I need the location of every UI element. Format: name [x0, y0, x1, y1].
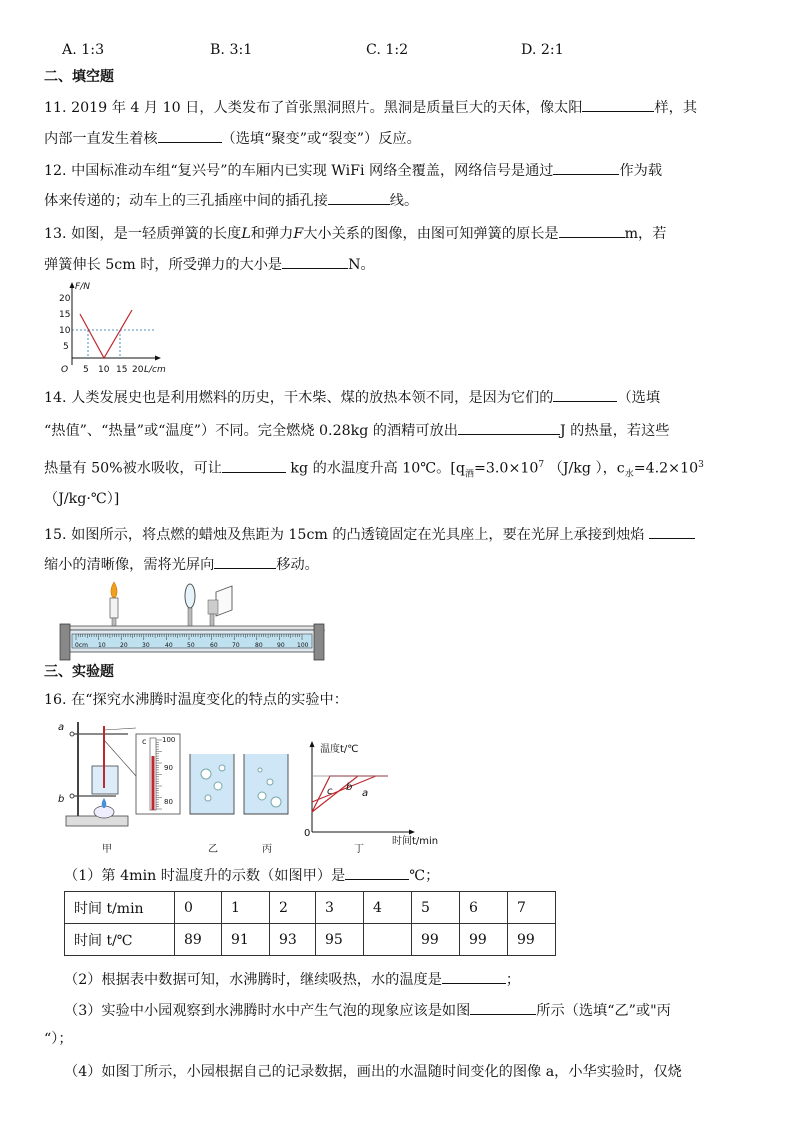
- q16-part4: （4）如图丁所示，小园根据自己的记录数据，画出的水温随时间变化的图像 a，小华实验时，仅烧: [64, 1064, 682, 1080]
- option-c: C. 1:2: [366, 42, 409, 58]
- table-cell: 89: [175, 924, 222, 956]
- answer-blank[interactable]: [458, 419, 560, 435]
- fig-label-jia: 甲: [102, 844, 112, 855]
- table-cell: 6: [460, 892, 508, 924]
- answer-blank[interactable]: [649, 523, 695, 539]
- data-table: [64, 891, 556, 956]
- x-tick: 5: [83, 365, 89, 375]
- candle-icon: [110, 582, 118, 630]
- q13-line1: 13. 如图，是一轻质弹簧的长度L和弹力F大小关系的图像，由图可知弹簧的原长是 m，若: [44, 222, 666, 244]
- graph-x-label: 时间t/min: [392, 836, 439, 847]
- bench-tick: 20: [120, 642, 128, 649]
- answer-blank[interactable]: [553, 159, 619, 175]
- curve-label: a: [362, 788, 369, 799]
- q16-intro: 16. 在“探究水沸腾时温度变化的特点的实验中：: [44, 692, 348, 708]
- table-cell-empty[interactable]: [364, 924, 412, 956]
- q14-line2: “热值”、“热量”或“温度”）不同。完全燃烧 0.28kg 的酒精可放出 J 的热量，若这些: [44, 419, 669, 441]
- beaker-yi-icon: [190, 754, 234, 814]
- x-axis-label: L/cm: [144, 365, 166, 375]
- section-3-heading: 三、实验题: [44, 664, 114, 680]
- screen-icon: [208, 586, 232, 630]
- table-cell: 3: [316, 892, 364, 924]
- q13-line2: 弹簧伸长 5cm 时，所受弹力的大小是 N。: [44, 253, 375, 275]
- table-cell: 7: [508, 892, 556, 924]
- x-tick: 20: [132, 365, 144, 375]
- label-c: c: [142, 737, 147, 746]
- thermometer-icon: [136, 734, 180, 814]
- answer-blank[interactable]: [214, 553, 276, 569]
- label-a: a: [58, 722, 65, 733]
- table-cell: 99: [412, 924, 460, 956]
- table-cell: 99: [460, 924, 508, 956]
- option-a: A. 1:3: [62, 42, 105, 58]
- table-cell: 99: [508, 924, 556, 956]
- q11-line2: 内部一直发生着核 （选填“聚变”或“裂变”）反应。: [44, 127, 421, 149]
- answer-blank[interactable]: [158, 127, 222, 143]
- table-cell: 5: [412, 892, 460, 924]
- curve-label: b: [346, 782, 353, 793]
- table-cell: 1: [222, 892, 270, 924]
- lens-icon: [185, 584, 195, 630]
- q14-line4: （J/kg·℃）]: [44, 491, 120, 507]
- table-cell: 91: [222, 924, 270, 956]
- graph-y-label: 温度t/℃: [320, 744, 359, 755]
- bench-tick: 30: [142, 642, 150, 649]
- q12-line1: 12. 中国标准动车组“复兴号”的车厢内已实现 WiFi 网络全覆盖，网络信号是通过 作为载: [44, 159, 662, 181]
- y-tick: 20: [59, 294, 71, 304]
- q14-line1: 14. 人类发展史也是利用燃料的历史，干木柴、煤的放热本领不同，是因为它们的 （选填: [44, 386, 660, 408]
- y-tick: 15: [59, 310, 71, 320]
- curve-label: c: [327, 786, 333, 797]
- q15-line1: 15. 如图所示，将点燃的蜡烛及焦距为 15cm 的凸透镜固定在光具座上，要在光屏上承接到烛焰: [44, 523, 695, 545]
- answer-blank[interactable]: [222, 457, 286, 473]
- section-2-heading: 二、填空题: [44, 69, 114, 85]
- table-cell: 时间 t/℃: [65, 924, 175, 956]
- y-tick: 5: [63, 342, 69, 352]
- bench-tick: 90: [277, 642, 285, 649]
- label-b: b: [58, 794, 65, 805]
- q16-part3: （3）实验中小园观察到水沸腾时水中产生气泡的现象应该是如图 所示（选填“乙”或"丙: [64, 999, 671, 1021]
- answer-blank[interactable]: [282, 253, 348, 269]
- spring-force-length-graph: [58, 280, 168, 376]
- x-tick: 15: [116, 365, 128, 375]
- optical-bench-figure: [58, 580, 328, 664]
- origin-label: O: [61, 365, 69, 375]
- bench-tick: 50: [187, 642, 195, 649]
- q11-line1: 11. 2019 年 4 月 10 日，人类发布了首张黑洞照片。黑洞是质量巨大的天体，像太阳 样，其: [44, 96, 697, 118]
- answer-blank[interactable]: [345, 864, 409, 880]
- q16-part2: （2）根据表中数据可知，水沸腾时，继续吸热，水的温度是 ；: [64, 968, 520, 990]
- fig-label-yi: 乙: [208, 844, 218, 855]
- bench-tick: 100: [297, 642, 309, 649]
- table-row: [65, 892, 556, 924]
- bench-tick: 80: [255, 642, 263, 649]
- stand-apparatus-icon: [66, 722, 136, 826]
- thermo-tick: 80: [164, 798, 173, 806]
- table-cell: 95: [316, 924, 364, 956]
- thermo-tick: 100: [162, 736, 176, 744]
- boiling-experiment-figure: [58, 716, 448, 856]
- graph-origin: 0: [304, 828, 311, 839]
- beaker-bing-icon: [244, 754, 288, 814]
- answer-blank[interactable]: [582, 96, 654, 112]
- answer-blank[interactable]: [470, 999, 536, 1015]
- q16-part1: （1）第 4min 时温度升的示数（如图甲）是 ℃；: [64, 864, 439, 886]
- q16-part3-cont: “）；: [44, 1031, 73, 1047]
- q14-line3: 热量有 50%被水吸收，可让 kg 的水温度升高 10℃。[$q_酒=3.0\times 10^7$ （J/kg ），$c_水=4.2\times 10^3$: [44, 455, 704, 485]
- table-row: [65, 924, 556, 956]
- option-b: B. 3:1: [210, 42, 253, 58]
- fig-label-ding: 丁: [354, 844, 364, 855]
- fig-label-bing: 丙: [262, 844, 272, 855]
- q12-line2: 体来传递的；动车上的三孔插座中间的插孔接 线。: [44, 189, 418, 211]
- answer-blank[interactable]: [553, 386, 617, 402]
- y-tick: 10: [59, 326, 71, 336]
- thermo-tick: 90: [164, 764, 173, 772]
- option-d: D. 2:1: [521, 42, 564, 58]
- table-cell: 时间 t/min: [65, 892, 175, 924]
- bench-tick: 60: [210, 642, 218, 649]
- answer-blank[interactable]: [559, 222, 625, 238]
- answer-blank[interactable]: [328, 189, 390, 205]
- answer-blank[interactable]: [442, 968, 506, 984]
- table-cell: 93: [270, 924, 316, 956]
- table-cell: 2: [270, 892, 316, 924]
- bench-tick: 10: [98, 642, 106, 649]
- table-cell: 4: [364, 892, 412, 924]
- bench-unit-label: 0cm: [75, 642, 88, 649]
- y-axis-label: F/N: [75, 282, 90, 292]
- bench-tick: 40: [165, 642, 173, 649]
- q15-line2: 缩小的清晰像，需将光屏向 移动。: [44, 553, 319, 575]
- bench-tick: 70: [232, 642, 240, 649]
- x-tick: 10: [98, 365, 110, 375]
- table-cell: 0: [175, 892, 222, 924]
- temperature-time-graph: [304, 741, 438, 847]
